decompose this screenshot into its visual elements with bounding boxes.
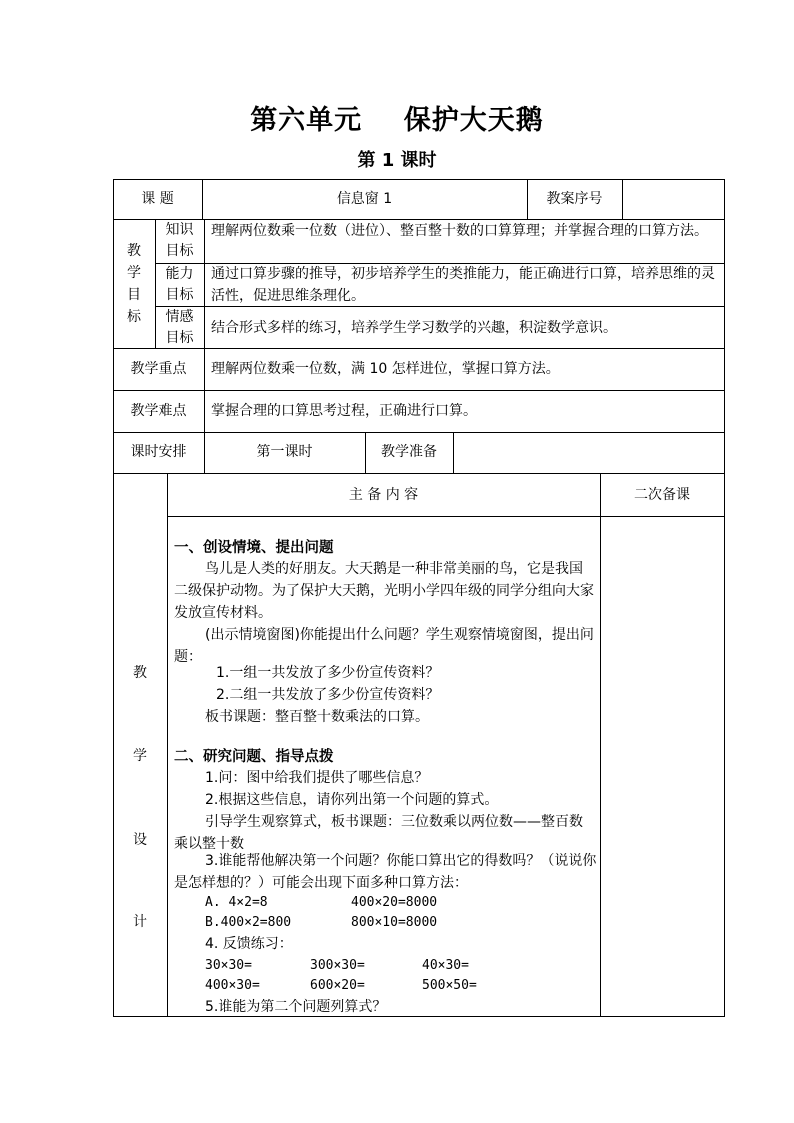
key-point-label: 教学重点: [130, 361, 187, 377]
design-label-char: 设: [133, 832, 147, 848]
knowledge-goal-label: 目标: [165, 243, 194, 259]
page-subtitle: 第 1 课时: [357, 150, 437, 171]
emotion-goal-text: 结合形式多样的练习，培养学生学习数学的兴趣，积淀数学意识。: [211, 320, 617, 336]
section2-title: 二、研究问题、指导点拨: [174, 749, 334, 765]
topic-label: 课 题: [141, 191, 174, 207]
table-rule: [622, 179, 623, 220]
step-item: 4. 反馈练习：: [205, 936, 293, 952]
design-label-char: 教: [133, 665, 147, 681]
question-item: 2.二组一共发放了多少份宣传资料？: [216, 687, 440, 703]
schedule-label: 课时安排: [130, 444, 187, 460]
goals-label-char: 学: [127, 265, 141, 281]
ability-goal-text: 通过口算步骤的推导，初步培养学生的类推能力，能正确进行口算，培养思维的灵活性，促进思维条理化。: [211, 266, 715, 304]
method-expression: 400×20=8000: [351, 895, 438, 910]
step-item: 2.根据这些信息，请你列出第一个问题的算式。: [205, 792, 499, 808]
practice-expression: 300×30=: [310, 958, 365, 973]
design-label-char: 学: [133, 748, 147, 764]
difficulty-text: 掌握合理的口算思考过程，正确进行口算。: [211, 403, 477, 419]
method-expression: B.400×2=800: [205, 915, 292, 930]
practice-expression: 500×50=: [422, 978, 477, 993]
table-rule: [113, 179, 725, 180]
practice-expression: 40×30=: [422, 958, 469, 973]
table-rule: [724, 179, 725, 1017]
secondary-prep-header: 二次备课: [634, 487, 690, 503]
emotion-goal-label: 目标: [165, 330, 194, 346]
step-item: 1.问：图中给我们提供了哪些信息？: [205, 770, 429, 786]
emotion-goal-label: 情感: [165, 309, 194, 325]
schedule-value: 第一课时: [256, 444, 313, 460]
table-rule: [204, 219, 205, 349]
step-item: 5.谁能为第二个问题列算式？: [205, 999, 387, 1015]
main-content-header: 主 备 内 容: [348, 487, 419, 503]
knowledge-goal-label: 知识: [165, 222, 194, 238]
table-rule: [167, 473, 168, 1017]
section1-paragraph: (出示情境窗图)你能提出什么问题？学生观察情境窗图，提出问题：: [174, 627, 594, 665]
practice-expression: 30×30=: [205, 958, 252, 973]
practice-expression: 600×20=: [310, 978, 365, 993]
difficulty-label: 教学难点: [130, 403, 187, 419]
design-label-char: 计: [133, 914, 147, 930]
key-point-text: 理解两位数乘一位数，满 10 怎样进位，掌握口算方法。: [211, 361, 560, 377]
question-item: 1.一组一共发放了多少份宣传资料？: [216, 665, 440, 681]
method-expression: A. 4×2=8: [205, 895, 268, 910]
goals-label-char: 标: [127, 309, 141, 325]
section1-title: 一、创设情境、提出问题: [174, 540, 334, 556]
goals-label-char: 教: [127, 243, 141, 259]
page-title: 第六单元 保护大天鹅: [250, 105, 544, 136]
board-title-note: 板书课题：整百整十数乘法的口算。: [205, 709, 429, 725]
table-rule: [453, 432, 454, 474]
ability-goal-label: 能力: [165, 266, 194, 282]
knowledge-goal-text: 理解两位数乘一位数（进位）、整百整十数的口算算理；并掌握合理的口算方法。: [211, 223, 708, 239]
topic-value: 信息窗 1: [336, 191, 393, 207]
practice-expression: 400×30=: [205, 978, 260, 993]
table-rule: [167, 516, 725, 517]
table-rule: [600, 473, 601, 1017]
step-item: 3.谁能帮他解决第一个问题？你能口算出它的得数吗？（说说你是怎样想的？）可能会出现下面多种口算方法：: [174, 853, 597, 891]
method-expression: 800×10=8000: [351, 915, 438, 930]
prep-label: 教学准备: [381, 444, 437, 460]
ability-goal-label: 目标: [165, 287, 194, 303]
goals-label-char: 目: [127, 287, 141, 303]
section1-paragraph: 鸟儿是人类的好朋友。大天鹅是一种非常美丽的鸟，它是我国二级保护动物。为了保护大天鹅，光明小学四年级的同学分组向大家发放宣传材料。: [174, 561, 594, 621]
plan-number-label: 教案序号: [546, 191, 603, 207]
step-item: 引导学生观察算式，板书课题：三位数乘以两位数——整百数乘以整十数: [174, 814, 583, 852]
